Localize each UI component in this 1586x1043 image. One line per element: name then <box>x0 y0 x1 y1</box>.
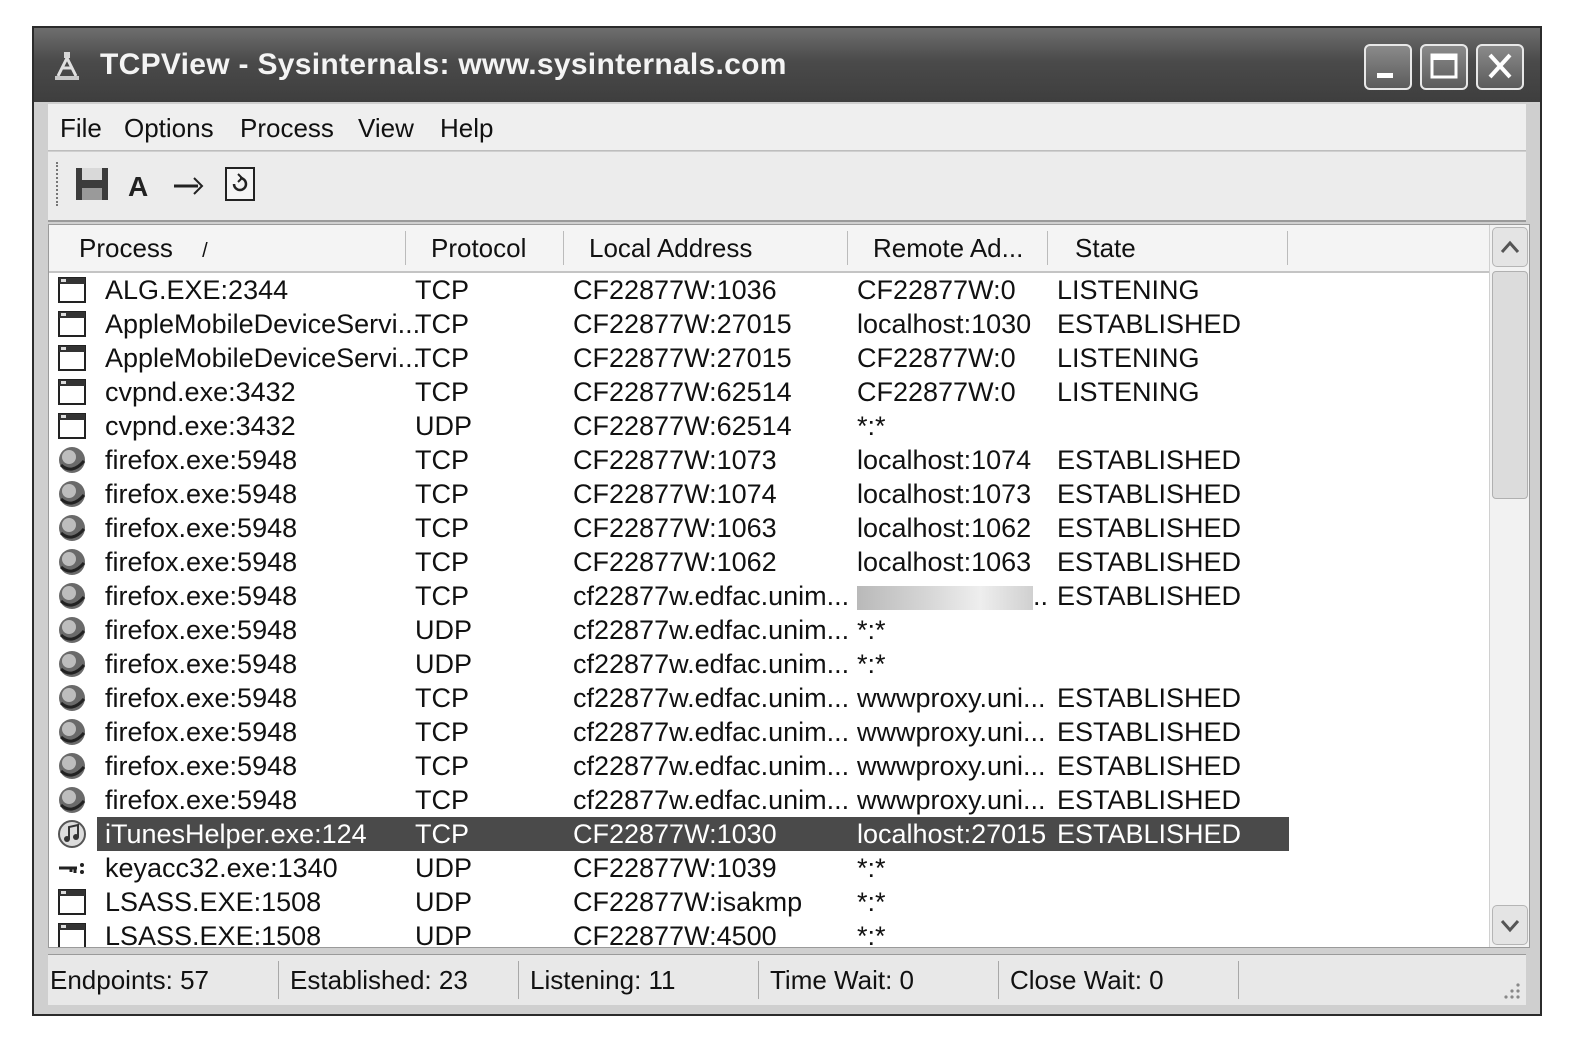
connections-list[interactable] <box>48 224 1530 948</box>
firefox-globe-icon <box>57 751 87 781</box>
firefox-globe-icon <box>57 615 87 645</box>
cell-local-address: CF22877W:isakmp <box>573 887 803 917</box>
application-window-icon <box>57 887 87 917</box>
cell-protocol: TCP <box>415 547 469 577</box>
column-header-local-address[interactable]: Local Address <box>589 233 753 263</box>
key-icon <box>57 853 87 883</box>
cell-protocol: TCP <box>415 445 469 475</box>
application-window-icon <box>57 377 87 407</box>
table-row[interactable] <box>49 307 1489 341</box>
cell-protocol: TCP <box>415 751 469 781</box>
menu-help[interactable]: Help <box>440 113 494 143</box>
cell-process: LSASS.EXE:1508 <box>105 921 322 948</box>
cell-process: firefox.exe:5948 <box>105 513 298 543</box>
title-bar[interactable] <box>34 28 1540 102</box>
cell-local-address: cf22877w.edfac.unim... <box>573 649 850 679</box>
cell-process: keyacc32.exe:1340 <box>105 853 338 883</box>
cell-state: ESTABLISHED <box>1057 751 1242 781</box>
cell-protocol: UDP <box>415 887 473 917</box>
column-header-process[interactable]: Process / <box>79 233 208 263</box>
cell-local-address: CF22877W:1036 <box>573 275 777 305</box>
cell-process: firefox.exe:5948 <box>105 615 298 645</box>
close-icon <box>1478 46 1522 88</box>
cell-process: firefox.exe:5948 <box>105 547 298 577</box>
scroll-up-button[interactable] <box>1492 227 1528 267</box>
maximize-icon <box>1422 46 1466 88</box>
cell-state: ESTABLISHED <box>1057 683 1242 713</box>
cell-process: firefox.exe:5948 <box>105 581 298 611</box>
cell-local-address: cf22877w.edfac.unim... <box>573 751 850 781</box>
cell-local-address: CF22877W:1073 <box>573 445 777 475</box>
cell-protocol: UDP <box>415 649 473 679</box>
table-row[interactable] <box>49 579 1489 613</box>
tcpview-window <box>32 26 1542 1016</box>
refresh-icon[interactable] <box>220 164 260 204</box>
resize-grip-icon[interactable] <box>1502 981 1522 1001</box>
cell-remote-address: *:* <box>857 921 886 948</box>
cell-process: cvpnd.exe:3432 <box>105 377 296 407</box>
chevron-up-icon <box>1493 228 1527 266</box>
cell-state: ESTABLISHED <box>1057 581 1242 611</box>
cell-remote-address: *:* <box>857 615 886 645</box>
cell-process: ALG.EXE:2344 <box>105 275 289 305</box>
table-row[interactable] <box>49 375 1489 409</box>
cell-process: firefox.exe:5948 <box>105 751 298 781</box>
firefox-globe-icon <box>57 479 87 509</box>
status-divider <box>758 961 759 999</box>
table-row[interactable] <box>49 273 1489 307</box>
cell-remote-address: wwwproxy.uni... <box>857 683 1046 713</box>
firefox-globe-icon <box>57 649 87 679</box>
cell-remote-address: localhost:27015 <box>857 819 1047 849</box>
cell-protocol: TCP <box>415 343 469 373</box>
scroll-down-button[interactable] <box>1492 905 1528 945</box>
table-row[interactable] <box>49 545 1489 579</box>
cell-local-address: CF22877W:1063 <box>573 513 777 543</box>
cell-local-address: CF22877W:62514 <box>573 377 792 407</box>
cell-local-address: CF22877W:27015 <box>573 343 792 373</box>
cell-local-address: CF22877W:1030 <box>573 819 777 849</box>
cell-remote-address: *:* <box>857 649 886 679</box>
cell-remote-address: CF22877W:0 <box>857 377 1016 407</box>
cell-state: ESTABLISHED <box>1057 547 1242 577</box>
cell-state: ESTABLISHED <box>1057 309 1242 339</box>
table-row[interactable] <box>49 715 1489 749</box>
application-window-icon <box>57 921 87 948</box>
firefox-globe-icon <box>57 513 87 543</box>
status-time-wait: Time Wait: 0 <box>770 965 914 995</box>
cell-process: AppleMobileDeviceServi... <box>105 343 421 373</box>
column-divider[interactable] <box>1047 231 1048 265</box>
font-icon[interactable] <box>120 164 160 204</box>
cell-remote-address: wwwproxy.uni... <box>857 751 1046 781</box>
table-row[interactable] <box>49 885 1489 919</box>
cell-process: AppleMobileDeviceServi... <box>105 309 421 339</box>
table-row[interactable] <box>49 647 1489 681</box>
column-divider[interactable] <box>847 231 848 265</box>
column-header-remote-address[interactable]: Remote Ad... <box>873 233 1024 263</box>
cell-remote-address: .. <box>857 581 1048 612</box>
cell-local-address: cf22877w.edfac.unim... <box>573 615 850 645</box>
itunes-icon <box>57 819 87 849</box>
cell-remote-address: localhost:1030 <box>857 309 1032 339</box>
toolbar-grip[interactable] <box>56 162 62 206</box>
sort-indicator: / <box>202 240 208 262</box>
status-bar <box>48 954 1526 1005</box>
cell-protocol: UDP <box>415 411 473 441</box>
cell-process: cvpnd.exe:3432 <box>105 411 296 441</box>
cell-process: firefox.exe:5948 <box>105 785 298 815</box>
cell-remote-address: localhost:1073 <box>857 479 1032 509</box>
cell-remote-address: localhost:1062 <box>857 513 1032 543</box>
cell-state: LISTENING <box>1057 275 1200 305</box>
cell-protocol: TCP <box>415 717 469 747</box>
menu-options[interactable]: Options <box>124 113 214 143</box>
cell-state: ESTABLISHED <box>1057 819 1242 849</box>
cell-protocol: UDP <box>415 853 473 883</box>
status-divider <box>998 961 999 999</box>
cell-local-address: CF22877W:62514 <box>573 411 792 441</box>
menu-view[interactable]: View <box>358 113 414 143</box>
table-row[interactable] <box>49 749 1489 783</box>
save-icon[interactable] <box>72 164 112 204</box>
resolve-addresses-icon[interactable] <box>168 164 208 204</box>
status-divider <box>518 961 519 999</box>
column-divider[interactable] <box>563 231 564 265</box>
cell-remote-address: *:* <box>857 411 886 441</box>
cell-local-address: CF22877W:27015 <box>573 309 792 339</box>
firefox-globe-icon <box>57 785 87 815</box>
cell-state: ESTABLISHED <box>1057 785 1242 815</box>
cell-protocol: TCP <box>415 581 469 611</box>
cell-protocol: TCP <box>415 819 469 849</box>
table-row[interactable] <box>49 613 1489 647</box>
cell-remote-address: wwwproxy.uni... <box>857 717 1046 747</box>
firefox-globe-icon <box>57 547 87 577</box>
cell-state: ESTABLISHED <box>1057 479 1242 509</box>
cell-local-address: CF22877W:1074 <box>573 479 777 509</box>
firefox-globe-icon <box>57 581 87 611</box>
cell-protocol: TCP <box>415 513 469 543</box>
list-header <box>49 225 1489 273</box>
minimize-button[interactable] <box>1364 44 1412 90</box>
cell-process: firefox.exe:5948 <box>105 717 298 747</box>
cell-protocol: TCP <box>415 785 469 815</box>
table-row[interactable] <box>49 511 1489 545</box>
cell-remote-address: *:* <box>857 853 886 883</box>
redacted-address <box>857 586 1033 610</box>
cell-remote-address: localhost:1063 <box>857 547 1032 577</box>
firefox-globe-icon <box>57 683 87 713</box>
cell-process: firefox.exe:5948 <box>105 445 298 475</box>
table-row-selected[interactable] <box>49 817 1489 851</box>
application-window-icon <box>57 411 87 441</box>
cell-protocol: TCP <box>415 309 469 339</box>
close-button[interactable] <box>1476 44 1524 90</box>
cell-remote-address: localhost:1074 <box>857 445 1032 475</box>
table-row[interactable] <box>49 443 1489 477</box>
cell-process: firefox.exe:5948 <box>105 649 298 679</box>
application-window-icon <box>57 275 87 305</box>
table-row[interactable] <box>49 341 1489 375</box>
tcpview-app-icon <box>52 50 82 82</box>
cell-process: firefox.exe:5948 <box>105 683 298 713</box>
table-row[interactable] <box>49 851 1489 885</box>
vertical-scrollbar[interactable] <box>1489 225 1530 947</box>
cell-protocol: UDP <box>415 615 473 645</box>
column-divider[interactable] <box>405 231 406 265</box>
column-divider[interactable] <box>1287 231 1288 265</box>
status-close-wait: Close Wait: 0 <box>1010 965 1164 995</box>
column-header-protocol[interactable]: Protocol <box>431 233 527 263</box>
menu-file[interactable]: File <box>60 113 102 143</box>
cell-state: ESTABLISHED <box>1057 717 1242 747</box>
cell-local-address: cf22877w.edfac.unim... <box>573 683 850 713</box>
menu-bar <box>48 104 1526 151</box>
firefox-globe-icon <box>57 445 87 475</box>
column-header-state[interactable]: State <box>1075 233 1136 263</box>
menu-process[interactable]: Process <box>240 113 334 143</box>
cell-protocol: TCP <box>415 479 469 509</box>
application-window-icon <box>57 309 87 339</box>
maximize-button[interactable] <box>1420 44 1468 90</box>
cell-process: iTunesHelper.exe:124 <box>105 819 367 849</box>
table-row[interactable] <box>49 681 1489 715</box>
svg-text:A: A <box>128 171 149 202</box>
cell-process: LSASS.EXE:1508 <box>105 887 322 917</box>
status-divider <box>1238 961 1239 999</box>
cell-local-address: cf22877w.edfac.unim... <box>573 785 850 815</box>
table-row[interactable] <box>49 409 1489 443</box>
cell-remote-address: CF22877W:0 <box>857 275 1016 305</box>
status-divider <box>278 961 279 999</box>
cell-state: LISTENING <box>1057 377 1200 407</box>
cell-state: ESTABLISHED <box>1057 445 1242 475</box>
cell-remote-address: *:* <box>857 887 886 917</box>
cell-remote-address: wwwproxy.uni... <box>857 785 1046 815</box>
table-row[interactable] <box>49 919 1489 948</box>
status-established: Established: 23 <box>290 965 468 995</box>
window-title: TCPView - Sysinternals: www.sysinternals.com <box>100 48 787 81</box>
cell-local-address: cf22877w.edfac.unim... <box>573 717 850 747</box>
table-row[interactable] <box>49 477 1489 511</box>
cell-local-address: CF22877W:1062 <box>573 547 777 577</box>
cell-local-address: cf22877w.edfac.unim... <box>573 581 850 611</box>
status-listening: Listening: 11 <box>530 965 676 995</box>
cell-process: firefox.exe:5948 <box>105 479 298 509</box>
firefox-globe-icon <box>57 717 87 747</box>
toolbar <box>48 152 1526 222</box>
cell-local-address: CF22877W:4500 <box>573 921 777 948</box>
cell-protocol: TCP <box>415 683 469 713</box>
cell-protocol: TCP <box>415 377 469 407</box>
chevron-down-icon <box>1493 906 1527 944</box>
cell-remote-address: CF22877W:0 <box>857 343 1016 373</box>
scroll-thumb[interactable] <box>1492 271 1528 499</box>
cell-local-address: CF22877W:1039 <box>573 853 777 883</box>
cell-protocol: UDP <box>415 921 473 948</box>
table-row[interactable] <box>49 783 1489 817</box>
cell-protocol: TCP <box>415 275 469 305</box>
status-endpoints: Endpoints: 57 <box>50 965 210 995</box>
cell-state: LISTENING <box>1057 343 1200 373</box>
application-window-icon <box>57 343 87 373</box>
cell-state: ESTABLISHED <box>1057 513 1242 543</box>
minimize-icon <box>1366 46 1410 88</box>
